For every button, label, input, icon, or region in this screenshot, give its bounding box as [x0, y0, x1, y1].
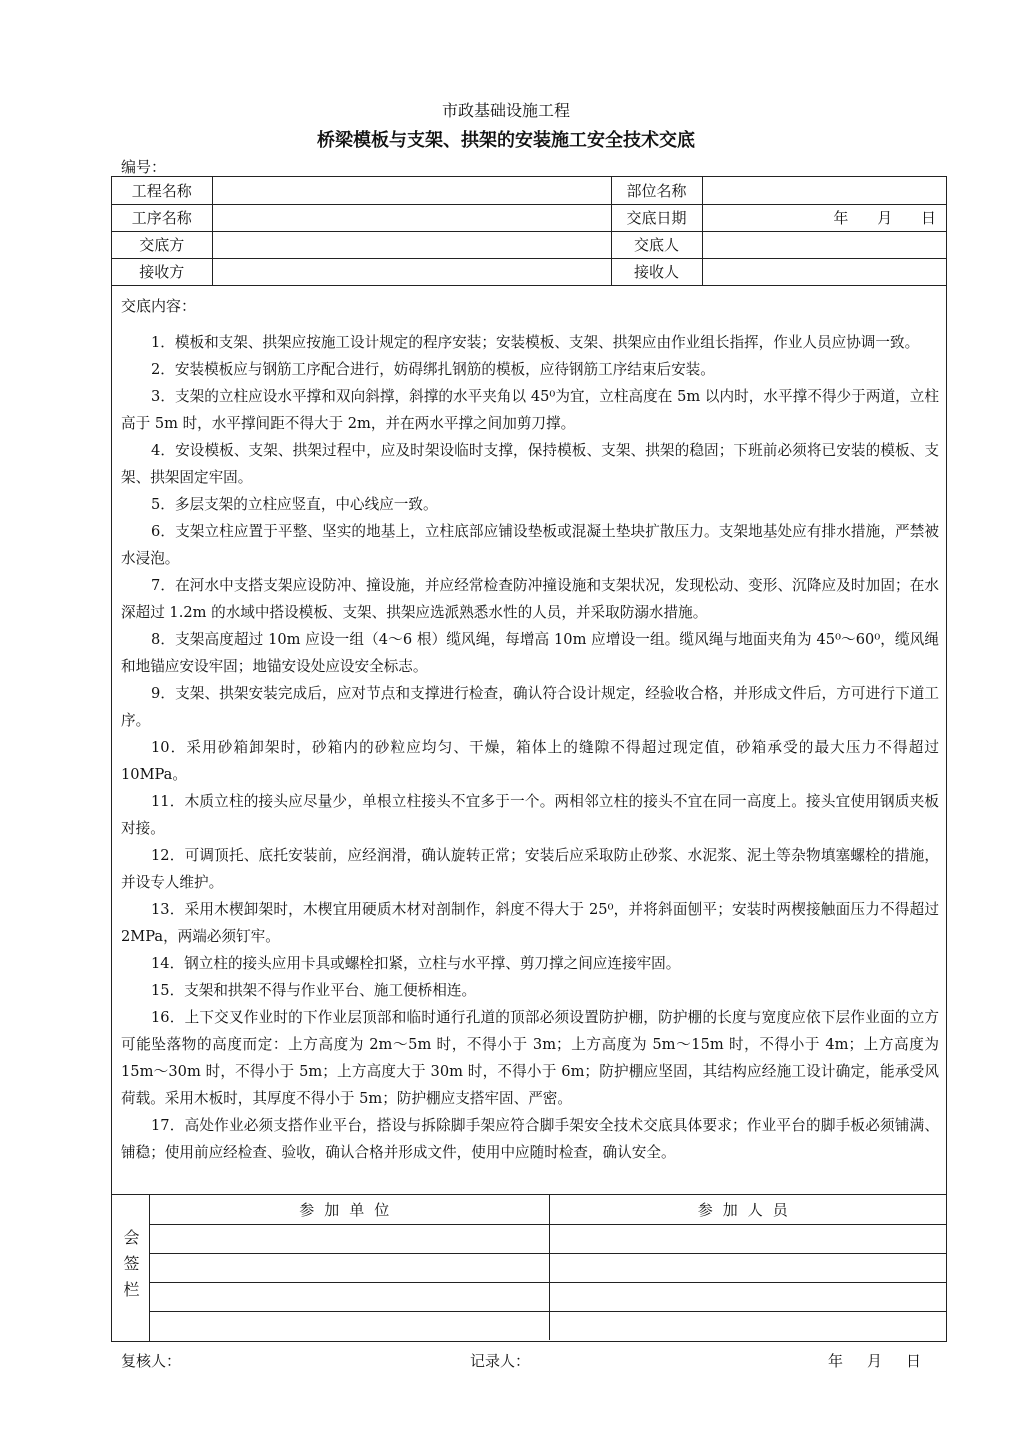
content-title: 交底内容：: [121, 297, 197, 315]
footer-date: [828, 1350, 921, 1371]
project-name-label: 工程名称: [112, 177, 212, 204]
process-name-field[interactable]: [212, 204, 611, 231]
list-item: 10．采用砂箱卸架时，砂箱内的砂粒应均匀、干燥，箱体上的缝隙不得超过现定值，砂箱承受的最大压力不得超过 10MPa。: [121, 739, 939, 783]
table-row: [112, 177, 946, 204]
part-name-label: 部位名称: [611, 177, 702, 204]
person-cell[interactable]: [549, 1224, 946, 1253]
footer-year: 年: [828, 1352, 844, 1370]
recorder-label: 记录人：: [470, 1352, 531, 1370]
organization-title: 市政基础设施工程: [441, 101, 570, 120]
table-row: [112, 231, 946, 258]
person-cell[interactable]: [549, 1311, 946, 1340]
table-row: [150, 1195, 946, 1224]
unit-cell[interactable]: [150, 1253, 549, 1282]
part-name-field[interactable]: [702, 177, 946, 204]
discloser-field[interactable]: [702, 231, 946, 258]
list-item: 9．支架、拱架安装完成后，应对节点和支撑进行检查，确认符合设计规定，经验收合格，并形成文件后，方可进行下道工序。: [121, 685, 939, 729]
list-item: 17．高处作业必须支搭作业平台，搭设与拆除脚手架应符合脚手架安全技术交底具体要求；作业平台的脚手板必须铺满、铺稳；使用前应经检查、验收，确认合格并形成文件，使用中应随时检查，确认安全。: [121, 1117, 939, 1161]
list-item: 12．可调顶托、底托安装前，应经润滑，确认旋转正常；安装后应采取防止砂浆、水泥浆、泥土等杂物填塞螺栓的措施，并设专人维护。: [121, 847, 939, 891]
list-item: 16．上下交叉作业时的下作业层顶部和临时通行孔道的顶部必须设置防护棚，防护棚的长度与宽度应依下层作业面的立方可能坠落物的高度而定：上方高度为 2m～5m 时，不得小于 3m；上方高度为 5m～15m 时，不得小于 4m；上方高度为 15m～30m 时，不得小于 5m；上方高度大于 30m 时，不得小于 6m；防护棚应坚固，其结构应经施工设计确定，能承受风荷载。采用木板时，其厚度不得小于 5m；防护棚应支搭牢固、严密。: [121, 1009, 939, 1107]
table-row: [150, 1282, 946, 1311]
unit-cell[interactable]: [150, 1282, 549, 1311]
unit-cell[interactable]: [150, 1224, 549, 1253]
discloser-label: 交底人: [611, 231, 702, 258]
participating-unit-header: 参加单位: [150, 1195, 549, 1224]
table-row: [150, 1253, 946, 1282]
date-month: 月: [877, 209, 893, 227]
list-item: 3．支架的立柱应设水平撑和双向斜撑，斜撑的水平夹角以 45⁰为宜，立柱高度在 5m 以内时，水平撑不得少于两道，立柱高于 5m 时，水平撑间距不得大于 2m，并在两水平撑之间加剪刀撑。: [121, 388, 939, 432]
project-name-field[interactable]: [212, 177, 611, 204]
unit-cell[interactable]: [150, 1311, 549, 1340]
list-item: 5．多层支架的立柱应竖直，中心线应一致。: [151, 496, 438, 513]
list-item: 7．在河水中支搭支架应设防冲、撞设施，并应经常检查防冲撞设施和支架状况，发现松动、变形、沉降应及时加固；在水深超过 1.2m 的水域中搭设模板、支架、拱架应选派熟悉水性的人员，并采取防溺水措施。: [121, 577, 939, 621]
countersign-label: [112, 1195, 150, 1341]
table-row: [150, 1311, 946, 1340]
date-day: 日: [920, 209, 936, 227]
receiver-field[interactable]: [702, 258, 946, 285]
receiver-party-label: 接收方: [112, 258, 212, 285]
list-item: 6．支架立柱应置于平整、坚实的地基上，立柱底部应铺设垫板或混凝土垫块扩散压力。支架地基处应有排水措施，严禁被水浸泡。: [121, 523, 939, 567]
countersign-table: [150, 1195, 946, 1340]
receiver-party-field[interactable]: [212, 258, 611, 285]
disclosure-date-label: 交底日期: [611, 204, 702, 231]
footer-day: 日: [906, 1352, 922, 1370]
date-year: 年: [833, 209, 849, 227]
footer-month: 月: [867, 1352, 883, 1370]
list-item: 8．支架高度超过 10m 应设一组（4～6 根）缆风绳，每增高 10m 应增设一组。缆风绳与地面夹角为 45⁰～60⁰，缆风绳和地锚应安设牢固；地锚安设处应设安全标志。: [121, 631, 939, 675]
list-item: 14．钢立柱的接头应用卡具或螺栓扣紧，立柱与水平撑、剪刀撑之间应连接牢固。: [151, 955, 681, 972]
disclosure-date-field[interactable]: [702, 204, 946, 231]
process-name-label: 工序名称: [112, 204, 212, 231]
serial-number-label: 编号：: [121, 158, 167, 176]
info-table: [112, 177, 946, 286]
form-frame: [111, 176, 947, 1342]
table-row: [112, 258, 946, 285]
countersign-label-text: 会签栏: [121, 1229, 140, 1307]
participating-person-header: 参加人员: [549, 1195, 946, 1224]
list-item: 11．木质立柱的接头应尽量少，单根立柱接头不宜多于一个。两相邻立柱的接头不宜在同一高度上。接头宜使用钢质夹板对接。: [121, 793, 939, 837]
table-row: [150, 1224, 946, 1253]
list-item: 4．安设模板、支架、拱架过程中，应及时架设临时支撑，保持模板、支架、拱架的稳固；下班前必须将已安装的模板、支架、拱架固定牢固。: [121, 442, 939, 486]
discloser-party-field[interactable]: [212, 231, 611, 258]
person-cell[interactable]: [549, 1282, 946, 1311]
reviewer-label: 复核人：: [121, 1352, 182, 1370]
person-cell[interactable]: [549, 1253, 946, 1282]
list-item: 2．安装模板应与钢筋工序配合进行，妨碍绑扎钢筋的模板，应待钢筋工序结束后安装。: [151, 361, 715, 378]
list-item: 1．模板和支架、拱架应按施工设计规定的程序安装；安装模板、支架、拱架应由作业组长指挥，作业人员应协调一致。: [151, 334, 920, 351]
countersign-section: [112, 1195, 946, 1341]
discloser-party-label: 交底方: [112, 231, 212, 258]
list-item: 15．支架和拱架不得与作业平台、施工便桥相连。: [151, 982, 477, 999]
document-title: 桥梁模板与支架、拱架的安装施工安全技术交底: [317, 130, 695, 151]
content-items: [121, 329, 939, 1166]
receiver-label: 接收人: [611, 258, 702, 285]
list-item: 13．采用木楔卸架时，木楔宜用硬质木材对剖制作，斜度不得大于 25⁰，并将斜面刨平；安装时两楔接触面压力不得超过 2MPa，两端必须钉牢。: [121, 901, 939, 945]
disclosure-content: [112, 291, 946, 1195]
table-row: [112, 204, 946, 231]
